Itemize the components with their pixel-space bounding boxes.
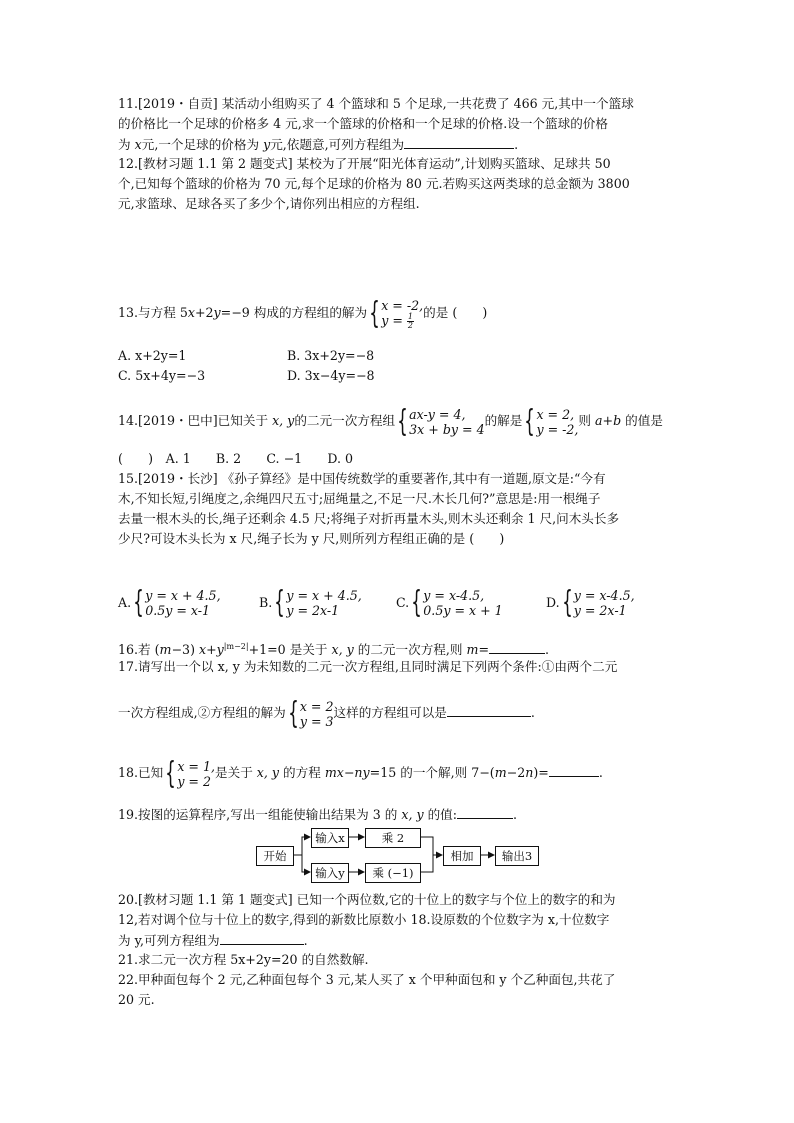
- q14-eq2: 3x + by = 4: [409, 421, 485, 437]
- q15-option-c[interactable]: C. { y = x-4.5, 0.5y = x + 1: [396, 585, 503, 620]
- q21-line: 21.求二元一次方程 5x+2y=20 的自然数解.: [118, 952, 369, 967]
- q11-var-x: x: [134, 137, 142, 152]
- q16-vars: x, y: [331, 642, 354, 658]
- q14-vars: x, y: [272, 413, 295, 428]
- q14-sol2: y = -2,: [536, 421, 579, 437]
- q12-line-1: 12.[教材习题 1.1 第 2 题变式] 某校为了开展“阳光体育运动”,计划购买篮球、足球共 50: [118, 156, 611, 171]
- q16-var: x: [198, 642, 207, 658]
- q20-answer-blank[interactable]: [220, 930, 304, 945]
- q19-text: 19.按图的运算程序,写出一组能使输出结果为 3 的: [118, 807, 402, 822]
- q14-expr: a+b: [595, 413, 622, 428]
- q16-exponent: |m−2|: [223, 642, 249, 651]
- q18-text: −2: [506, 765, 526, 780]
- q15-line-3: 去量一根木头的长,绳子还剩余 4.5 尺;将绳子对折再量木头,则木头还剩余 1 尺,问木头长多: [118, 511, 620, 526]
- arrow-start-to-input-y: [302, 855, 310, 872]
- q17-text: 这样的方程组可以是: [333, 705, 447, 720]
- q16-var: m: [466, 642, 479, 658]
- q18-sol1: x = 1,: [177, 758, 215, 774]
- q16-answer-blank[interactable]: [489, 639, 545, 654]
- q15-option-d[interactable]: D. { y = x-4.5, y = 2x-1: [546, 585, 635, 620]
- q19-text: 的值:: [423, 807, 458, 822]
- q18-text: =15 的一个解,则 7−(: [369, 765, 495, 780]
- flow-output-box: 输出3: [495, 846, 539, 866]
- q17-line-1: 17.请写出一个以 x, y 为未知数的二元一次方程组,且同时满足下列两个条件:①由两个二元: [118, 659, 618, 674]
- q13-option-b[interactable]: B. 3x+2y=−8: [287, 348, 375, 363]
- q17-sol2: y = 3: [299, 713, 334, 729]
- q13-frac-num: 1: [407, 311, 413, 321]
- q13-option-c[interactable]: C. 5x+4y=−3: [118, 368, 206, 383]
- q13-var: y: [213, 305, 221, 320]
- q19-vars: x, y: [401, 807, 424, 822]
- q19-line: [118, 804, 517, 825]
- q15-d-label: D.: [546, 595, 560, 610]
- q13-sys-eq2: [381, 313, 423, 330]
- q16-text: 16.若 (: [118, 642, 160, 658]
- q20-text: 为 y,可列方程组为: [118, 933, 220, 948]
- q14-sol1: x = 2,: [536, 406, 575, 422]
- q20-period: .: [303, 933, 308, 948]
- flow-mul2-box: 乘 2: [365, 828, 421, 848]
- flow-input-y-box: 输入y: [311, 863, 349, 883]
- q16-text: +1=0 是关于: [248, 642, 332, 658]
- q16-period: .: [545, 642, 550, 658]
- q16-text: −3): [171, 642, 199, 658]
- q15-c-eq2: 0.5y = x + 1: [423, 603, 503, 618]
- q20-line-3: [118, 930, 308, 951]
- q22-line-1: 22.甲种面包每个 2 元,乙种面包每个 3 元,某人买了 x 个甲种面包和 y 个乙种面包,共花了: [118, 972, 616, 987]
- q11-text: 为: [118, 137, 135, 152]
- q14-solution-system: { x = 2, y = -2,: [524, 403, 579, 439]
- q14-eq1: ax-y = 4,: [409, 406, 466, 422]
- q15-c-eq1: y = x-4.5,: [423, 588, 485, 603]
- q11-text: 元,依题意,可列方程组为: [270, 137, 405, 152]
- q18-var: n: [525, 765, 534, 780]
- q16-var: m: [159, 642, 172, 658]
- q11-text: 元,一个足球的价格为: [141, 137, 264, 152]
- q12-line-2: 个,已知每个篮球的价格为 70 元,每个足球的价格为 80 元.若购买这两类球的总金额为 3800: [118, 176, 630, 191]
- q13-fraction: [407, 313, 414, 330]
- q13-frac-den: 2: [407, 320, 413, 330]
- q11-answer-blank[interactable]: [404, 134, 514, 149]
- q18-text: 的方程: [279, 765, 325, 780]
- q18-period: .: [598, 765, 603, 780]
- q14-stem: [118, 404, 663, 438]
- q18-vars: x, y: [256, 765, 280, 780]
- q18-answer-blank[interactable]: [549, 762, 599, 777]
- q15-option-a[interactable]: A. { y = x + 4.5, 0.5y = x-1: [118, 585, 221, 620]
- q15-c-label: C.: [396, 595, 410, 610]
- q16-var: y: [216, 642, 224, 658]
- q19-flowchart: [252, 828, 552, 888]
- q15-line-1: 15.[2019・长沙] 《孙子算经》是中国传统数学的重要著作,其中有一道题,原文是:“今有: [118, 471, 606, 486]
- q17-solution-system: { x = 2 y = 3: [288, 695, 334, 731]
- q16-text: 的二元一次方程,则: [353, 642, 467, 658]
- q18-var: m: [494, 765, 507, 780]
- q13-solution-system: { x = -2, y = $\frac{1}{2}$: [369, 295, 424, 331]
- q18-text: )=: [533, 765, 549, 780]
- q14-text: 的二元一次方程组: [294, 413, 396, 428]
- q18-text: 是关于: [215, 765, 257, 780]
- q15-line-4: 少尺?可设木头长为 x 尺,绳子长为 y 尺,则所列方程组正确的是 ( ): [118, 531, 505, 546]
- q14-text: 则: [578, 413, 596, 428]
- q18-line: [118, 756, 603, 790]
- q17-text: 一次方程组成,②方程组的解为: [118, 705, 286, 720]
- q14-text: 14.[2019・巴中]已知关于: [118, 413, 273, 428]
- q15-d-eq2: y = 2x-1: [573, 603, 627, 618]
- q13-sys-eq1: x = -2,: [381, 297, 424, 313]
- q13-option-a[interactable]: A. x+2y=1: [118, 348, 187, 363]
- q17-sol1: x = 2: [299, 698, 334, 714]
- flow-input-x-box: 输入x: [311, 828, 349, 848]
- q13-text: +2: [194, 305, 214, 320]
- q22-line-2: 20 元.: [118, 992, 155, 1007]
- q15-a-eq2: 0.5y = x-1: [145, 603, 211, 618]
- q14-text: 的值是: [621, 413, 663, 428]
- q12-line-3: 元,求篮球、足球各买了多少个,请你列出相应的方程组.: [118, 196, 420, 211]
- q13-text: 13.与方程 5: [118, 305, 188, 320]
- q15-d-eq1: y = x-4.5,: [573, 588, 635, 603]
- q15-a-label: A.: [118, 595, 132, 610]
- flow-add-box: 相加: [443, 846, 481, 866]
- q11-line-1: 11.[2019・自贡] 某活动小组购买了 4 个篮球和 5 个足球,一共花费了 466 元,其中一个篮球: [118, 96, 634, 111]
- q13-text: =−9 构成的方程组的解为: [220, 305, 368, 320]
- q17-answer-blank[interactable]: [447, 702, 531, 717]
- q20-line-2: 12,若对调个位与十位上的数字,得到的新数比原数小 18.设原数的个位数字为 x,十位数字: [118, 912, 610, 927]
- q15-line-2: 木,不知长短,引绳度之,余绳四尺五寸;屈绳量之,不足一尺.木长几何?”意思是:用一根绳子: [118, 491, 601, 506]
- q13-option-d[interactable]: D. 3x−4y=−8: [287, 368, 375, 383]
- arrow-start-to-input-x: [293, 837, 310, 855]
- q15-a-eq1: y = x + 4.5,: [145, 588, 221, 603]
- q14-equation-system: { ax-y = 4, 3x + by = 4: [397, 403, 485, 439]
- flow-mulneg1-box: 乘 (−1): [365, 863, 421, 883]
- q17-line-2: [118, 696, 535, 730]
- q14-options[interactable]: ( ) A. 1 B. 2 C. −1 D. 0: [118, 451, 353, 466]
- q20-line-1: 20.[教材习题 1.1 第 1 题变式] 已知一个两位数,它的十位上的数字与个位上的数字的和为: [118, 892, 616, 907]
- q18-solution-system: { x = 1, y = 2: [165, 755, 215, 791]
- q11-line-3: [118, 134, 518, 155]
- q18-sol2: y = 2: [177, 773, 211, 789]
- q13-text: 的是 ( ): [423, 305, 488, 320]
- q19-answer-blank[interactable]: [457, 804, 513, 819]
- q19-period: .: [513, 807, 518, 822]
- arrow-mulneg1-to-add: [420, 855, 433, 872]
- q16-text: +: [206, 642, 217, 658]
- q15-b-label: B.: [259, 595, 273, 610]
- q15-b-eq2: y = 2x-1: [286, 603, 340, 618]
- q11-var-y: y: [263, 137, 271, 152]
- q13-var: x: [187, 305, 195, 320]
- arrow-mul2-to-add: [420, 837, 442, 855]
- q18-expr: mx−ny: [324, 765, 370, 780]
- q13-stem: [118, 296, 487, 330]
- q13-sys-eq2-lhs: y =: [381, 312, 407, 328]
- q15-b-eq1: y = x + 4.5,: [286, 588, 362, 603]
- q11-line-2: 的价格比一个足球的价格多 4 元,求一个篮球的价格和一个足球的价格.设一个篮球的价格: [118, 116, 608, 131]
- q11-period: .: [514, 137, 519, 152]
- flow-start-box: 开始: [256, 846, 294, 866]
- q15-option-b[interactable]: B. { y = x + 4.5, y = 2x-1: [259, 585, 362, 620]
- q14-text: 的解是: [484, 413, 523, 428]
- q17-period: .: [530, 705, 535, 720]
- q18-text: 18.已知: [118, 765, 164, 780]
- q16-text: =: [478, 642, 489, 658]
